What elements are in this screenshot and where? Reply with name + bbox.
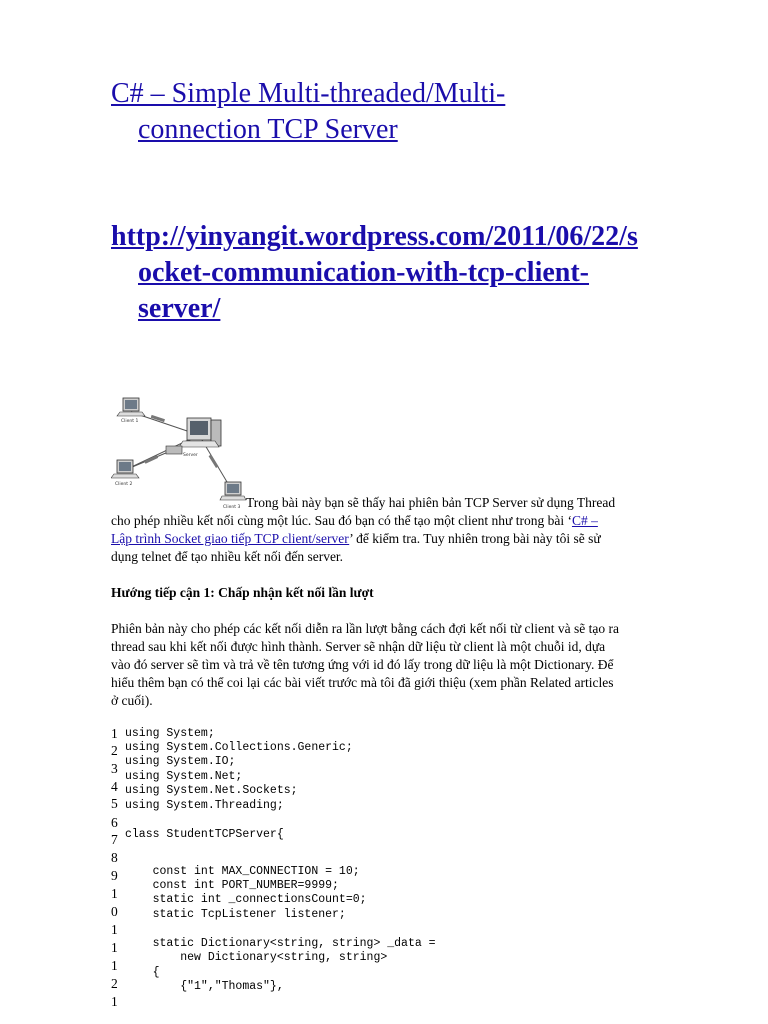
article-link[interactable]: C# – <box>571 513 598 528</box>
intro-line-3 <box>111 530 701 548</box>
title-line-1: C# – Simple Multi-threaded/Multi- <box>111 78 506 109</box>
client-1-computer-icon <box>117 398 145 416</box>
line-number: 2 <box>111 976 118 991</box>
code-line: new Dictionary<string, string> <box>125 951 388 964</box>
line-number: 5 <box>111 796 118 811</box>
code-line: using System.Collections.Generic; <box>125 741 353 754</box>
intro-paragraph <box>111 494 701 566</box>
diagram-label: Client 3 <box>223 505 241 510</box>
code-line: class StudentTCPServer{ <box>125 828 284 841</box>
client-2-computer-icon <box>111 460 139 478</box>
url-line-2: ocket-communication-with-tcp-client- <box>138 257 590 288</box>
paragraph-line: vào đó server sẽ tìm và trả về tên tương ứng với id đó lấy trong dữ liệu là một Dictionary. Để <box>111 657 614 672</box>
diagram-label: Server <box>183 453 198 458</box>
intro-line-4: dụng telnet để tạo nhiều kết nối đến server. <box>111 549 344 564</box>
line-number: 4 <box>111 779 118 794</box>
diagram-label: Client 2 <box>115 482 133 487</box>
code-line: using System.Threading; <box>125 799 284 812</box>
url-line-3: server/ <box>138 293 221 324</box>
paragraph-line: hiểu thêm bạn có thể coi lại các bài viết trước mà tôi đã giới thiệu (xem phần Related articles <box>111 675 614 690</box>
line-number: 8 <box>111 850 118 865</box>
intro-text: ’ để kiểm tra. Tuy nhiên trong bài này tôi sẽ sử <box>349 531 601 546</box>
source-url-link[interactable] <box>111 219 638 327</box>
intro-text: cho phép nhiều kết nối cùng một lúc. Sau đó bạn có thể tạo một client như trong bài ‘ <box>111 513 572 528</box>
code-line: using System; <box>125 727 215 740</box>
code-line: using System.IO; <box>125 755 236 768</box>
line-number: 0 <box>111 904 118 919</box>
code-line: static Dictionary<string, string> _data = <box>125 937 436 950</box>
line-number: 1 <box>111 886 118 901</box>
code-lines <box>125 726 436 993</box>
paragraph-line: thread sau khi kết nối được hình thành. Server sẽ nhận dữ liệu từ client là một chuỗi id, dựa <box>111 639 606 654</box>
line-number: 6 <box>111 815 118 830</box>
line-number: 1 <box>111 726 118 741</box>
line-number: 1 <box>111 940 118 955</box>
article-title-link[interactable] <box>111 76 505 148</box>
title-line-2: connection TCP Server <box>138 114 398 145</box>
line-number: 3 <box>111 761 118 776</box>
article-link[interactable]: Lập trình Socket giao tiếp TCP client/server <box>111 531 350 546</box>
intro-line-1: Trong bài này bạn sẽ thấy hai phiên bản TCP Server sử dụng Thread <box>246 495 616 510</box>
line-number: 9 <box>111 868 118 883</box>
code-line: {"1","Thomas"}, <box>125 980 284 993</box>
line-number: 7 <box>111 832 118 847</box>
code-line: { <box>125 966 160 979</box>
code-line: const int MAX_CONNECTION = 10; <box>125 865 360 878</box>
code-line: static int _connectionsCount=0; <box>125 893 367 906</box>
code-line: using System.Net.Sockets; <box>125 784 298 797</box>
code-line: static TcpListener listener; <box>125 908 346 921</box>
line-number: 1 <box>111 922 118 937</box>
line-number: 2 <box>111 743 118 758</box>
line-number: 1 <box>111 994 118 1009</box>
paragraph-line: Phiên bản này cho phép các kết nối diễn ra lần lượt bằng cách đợi kết nối từ client và sẽ tạo ra <box>111 621 619 636</box>
diagram-label: Client 1 <box>121 419 139 424</box>
paragraph-line: ở cuối). <box>111 693 153 708</box>
body-paragraph <box>111 620 701 710</box>
switch-icon <box>166 446 182 454</box>
section-heading: Hướng tiếp cận 1: Chấp nhận kết nối lần lượt <box>111 585 374 600</box>
url-line-1: http://yinyangit.wordpress.com/2011/06/22/s <box>111 221 638 252</box>
intro-line-2 <box>111 512 701 530</box>
code-line: using System.Net; <box>125 770 243 783</box>
code-line: const int PORT_NUMBER=9999; <box>125 879 339 892</box>
line-number: 1 <box>111 958 118 973</box>
server-computer-icon <box>179 418 221 447</box>
